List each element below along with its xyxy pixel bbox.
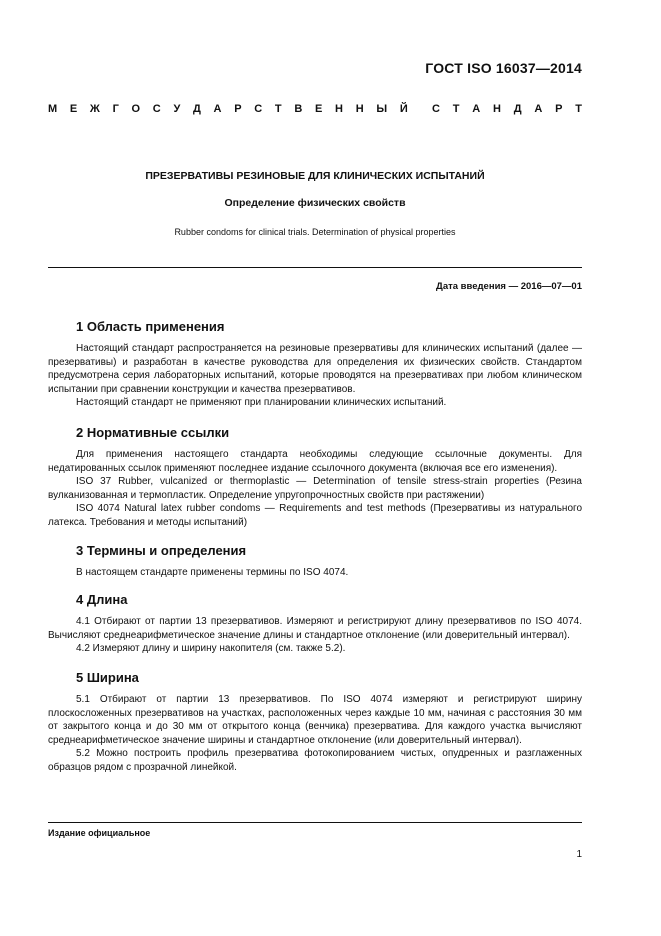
banner-letter: У — [173, 103, 181, 115]
banner-letter: О — [131, 103, 141, 115]
banner-letter: Н — [492, 103, 501, 115]
document-subtitle: Определение физических свойств — [224, 197, 406, 209]
paragraph: Для применения настоящего стандарта необходимы следующие ссылочные документы. Для недатированных ссылок применяют последнее издание ссылочного документа (включая все его изменения). — [48, 448, 582, 474]
paragraph: В настоящем стандарте применены термины по ISO 4074. — [76, 566, 349, 578]
section-text — [48, 615, 582, 656]
section-terms-definitions — [48, 542, 582, 580]
section-heading: 3 Термины и определения — [76, 542, 247, 558]
banner-letter: А — [534, 103, 543, 115]
banner-word-interstate — [48, 103, 408, 115]
introduction-date: Дата введения — 2016—07—01 — [436, 281, 582, 292]
paragraph: 4.1 Отбирают от партии 13 презервативов. Измеряют и регистрируют длину презервативов по ISO 4074. Вычисляют среднеарифметическое значение длины и стандартное отклонение (или доверительный интервал). — [48, 616, 582, 641]
section-heading: 5 Ширина — [76, 669, 139, 685]
banner-letter: Т — [274, 103, 282, 115]
banner-letter: Е — [315, 103, 323, 115]
banner-letter: С — [432, 103, 440, 115]
section-heading: 1 Область применения — [76, 319, 225, 334]
banner-letter: С — [254, 103, 263, 115]
banner-letter: С — [152, 103, 161, 115]
section-length — [48, 591, 582, 656]
section-heading: 4 Длина — [76, 592, 128, 608]
page-number: 1 — [576, 849, 582, 860]
paragraph: ISO 4074 Natural latex rubber condoms — Requirements and test methods (Презервативы из натурального латекса. Требования и методы испытаний) — [48, 503, 582, 528]
banner-letter: Ы — [376, 103, 388, 115]
document-title-english: Rubber condoms for clinical trials. Determination of physical properties — [174, 227, 456, 237]
paragraph: 4.2 Измеряют длину и ширину накопителя (см. также 5.2). — [76, 643, 346, 655]
banner-letter: Р — [234, 103, 242, 115]
document-title: ПРЕЗЕРВАТИВЫ РЕЗИНОВЫЕ ДЛЯ КЛИНИЧЕСКИХ ИСПЫТАНИЙ — [145, 170, 485, 182]
banner-letter: Д — [513, 103, 522, 115]
banner-letter: В — [294, 103, 303, 115]
paragraph: ISO 37 Rubber, vulcanized or thermoplastic — Determination of tensile stress-strain properties (Резина вулканизованная и термопластик. Определение упругопрочностных свойств при растяжении) — [48, 476, 582, 501]
banner-letter: Р — [555, 103, 563, 115]
section-heading: 2 Нормативные ссылки — [76, 424, 230, 440]
standard-code: ГОСТ ISO 16037—2014 — [425, 60, 582, 76]
title-divider — [48, 267, 582, 268]
banner-letter: Т — [452, 103, 460, 115]
banner-letter: Н — [335, 103, 343, 115]
banner-letter: А — [472, 103, 481, 115]
section-width — [48, 669, 582, 775]
section-text — [48, 693, 582, 775]
section-text — [48, 448, 582, 530]
banner-letter: Д — [193, 103, 201, 115]
section-text — [48, 566, 582, 580]
banner-letter: Й — [399, 103, 408, 115]
banner-letter: Ж — [89, 103, 100, 115]
banner-letter: А — [213, 103, 222, 115]
paragraph: Настоящий стандарт распространяется на резиновые презервативы для клинических испытаний (далее — презервативы) и разработан в качестве руководства для определения их физических свойств. Стандартом предусмотрена серия лабораторных испытаний, которые проводятся на презервативах при любом клиническом испытании при сравнении конструкции и качества презервативов. — [48, 343, 582, 395]
interstate-standard-banner — [48, 103, 582, 115]
banner-letter: М — [48, 103, 58, 115]
document-body — [48, 318, 582, 774]
footer-divider — [48, 822, 582, 823]
paragraph: 5.1 Отбирают от партии 13 презервативов. По ISO 4074 измеряют и регистрируют ширину плоскосложенных презервативов на участках, расположенных через каждые 10 мм, начиная с расстояния 30 мм от закрытого конца и до 30 мм от открытого конца (венчика) презерватива. Для каждого участка вычисляют среднеарифметическое значение ширины и стандартное отклонение (или доверительный интервал). — [48, 693, 582, 746]
banner-letter: Г — [112, 103, 119, 115]
section-normative-references — [48, 424, 582, 530]
banner-letter: Е — [69, 103, 78, 115]
section-text — [48, 342, 582, 410]
banner-letter: Т — [575, 103, 582, 115]
official-edition-label: Издание официальное — [48, 828, 151, 838]
section-scope — [48, 318, 582, 410]
banner-word-standard — [432, 103, 582, 115]
paragraph: Настоящий стандарт не применяют при планировании клинических испытаний. — [76, 397, 447, 409]
banner-letter: Н — [355, 103, 364, 115]
paragraph: 5.2 Можно построить профиль презерватива фотокопированием чистых, опудренных и разглаженных образцов рядом с прозрачной линейкой. — [48, 748, 582, 773]
